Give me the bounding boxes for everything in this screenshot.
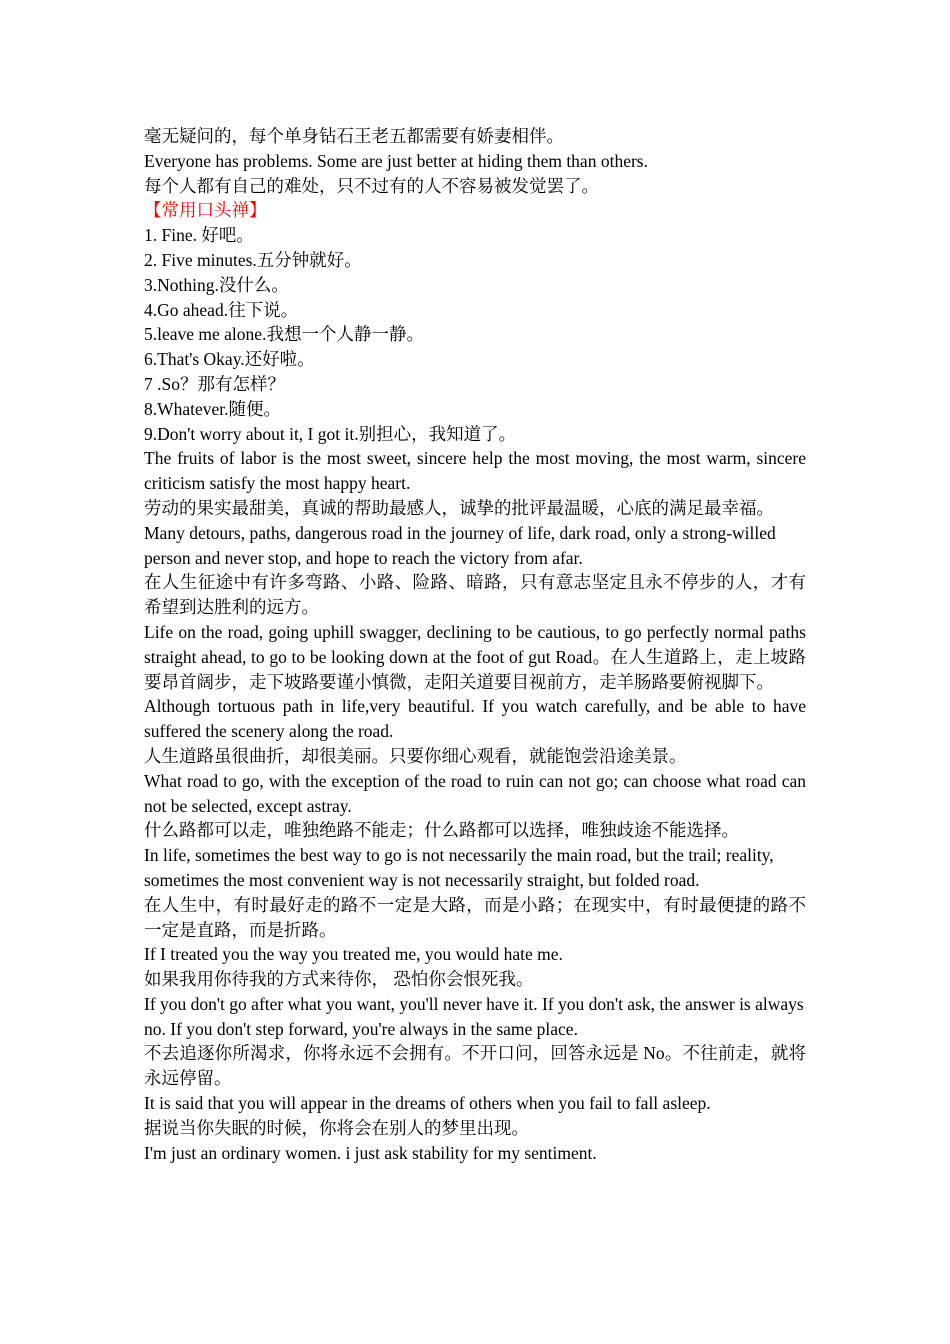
paragraph: 在人生征途中有许多弯路、小路、险路、暗路，只有意志坚定且永不停步的人，才有希望到达胜利的远方。 [144, 572, 806, 618]
paragraph: 据说当你失眠的时候，你将会在别人的梦里出现。 [144, 1117, 529, 1138]
paragraph: What road to go, with the exception of the road to ruin can not go; can choose what road can not be selected, except astray. [144, 770, 806, 816]
text-line: Everyone has problems. Some are just better at hiding them than others. [144, 150, 648, 171]
list-item: 7 .So？那有怎样？ [144, 373, 285, 394]
paragraph: If I treated you the way you treated me, you would hate me. [144, 944, 563, 965]
section-heading: 【常用口头禅】 [144, 200, 267, 221]
list-item: 1. Fine. 好吧。 [144, 225, 254, 246]
paragraph: In life, sometimes the best way to go is not necessarily the main road, but the trail; reality, sometimes the most convenient way is not necessarily straight, but folded road. [144, 845, 774, 890]
paragraph: The fruits of labor is the most sweet, sincere help the most moving, the most warm, sincere criticism satisfy the most happy heart. [144, 448, 806, 494]
paragraph: 人生道路虽很曲折，却很美丽。只要你细心观看，就能饱尝沿途美景。 [144, 745, 687, 766]
document-body [144, 124, 806, 1165]
paragraph: 劳动的果实最甜美，真诚的帮助最感人，诚挚的批评最温暖，心底的满足最幸福。 [144, 497, 774, 518]
list-item: 4.Go ahead.往下说。 [144, 299, 299, 320]
list-item: 8.Whatever.随便。 [144, 398, 282, 419]
list-item: 6.That's Okay.还好啦。 [144, 349, 315, 370]
paragraph: It is said that you will appear in the dreams of others when you fail to fall asleep. [144, 1093, 711, 1114]
list-item: 3.Nothing.没什么。 [144, 274, 289, 295]
list-item: 9.Don't worry about it, I got it.别担心，我知道了。 [144, 423, 517, 444]
paragraph: Although tortuous path in life,very beautiful. If you watch carefully, and be able to have suffered the scenery along the road. [144, 696, 806, 742]
paragraph: 什么路都可以走，唯独绝路不能走；什么路都可以选择，唯独歧途不能选择。 [144, 820, 739, 841]
list-item: 2. Five minutes.五分钟就好。 [144, 249, 362, 270]
paragraph: Many detours, paths, dangerous road in the journey of life, dark road, only a strong-willed person and never stop, and hope to reach the victory from afar. [144, 522, 776, 568]
text-line: 毫无疑问的，每个单身钻石王老五都需要有娇妻相伴。 [144, 126, 564, 146]
text-line: 每个人都有自己的难处，只不过有的人不容易被发觉罢了。 [144, 175, 599, 196]
list-item: 5.leave me alone.我想一个人静一静。 [144, 324, 424, 345]
paragraph: Life on the road, going uphill swagger, declining to be cautious, to go perfectly normal paths straight ahead, to go to be looking down at the foot of gut Road。在人生道路上，走上坡路要昂首阔步，走下坡路要谨小慎微，走阳关道要目视前方，走羊肠路要俯视脚下。 [144, 621, 806, 692]
paragraph: 不去追逐你所渴求，你将永远不会拥有。不开口问，回答永远是 No。不往前走，就将永远停留。 [144, 1043, 806, 1089]
paragraph: If you don't go after what you want, you'll never have it. If you don't ask, the answer is always no. If you don't step forward, you're always in the same place. [144, 993, 804, 1039]
paragraph: 如果我用你待我的方式来待你， 恐怕你会恨死我。 [144, 969, 534, 990]
paragraph: 在人生中，有时最好走的路不一定是大路，而是小路；在现实中，有时最便捷的路不一定是直路，而是折路。 [144, 894, 806, 940]
paragraph: I'm just an ordinary women. i just ask stability for my sentiment. [144, 1142, 597, 1163]
